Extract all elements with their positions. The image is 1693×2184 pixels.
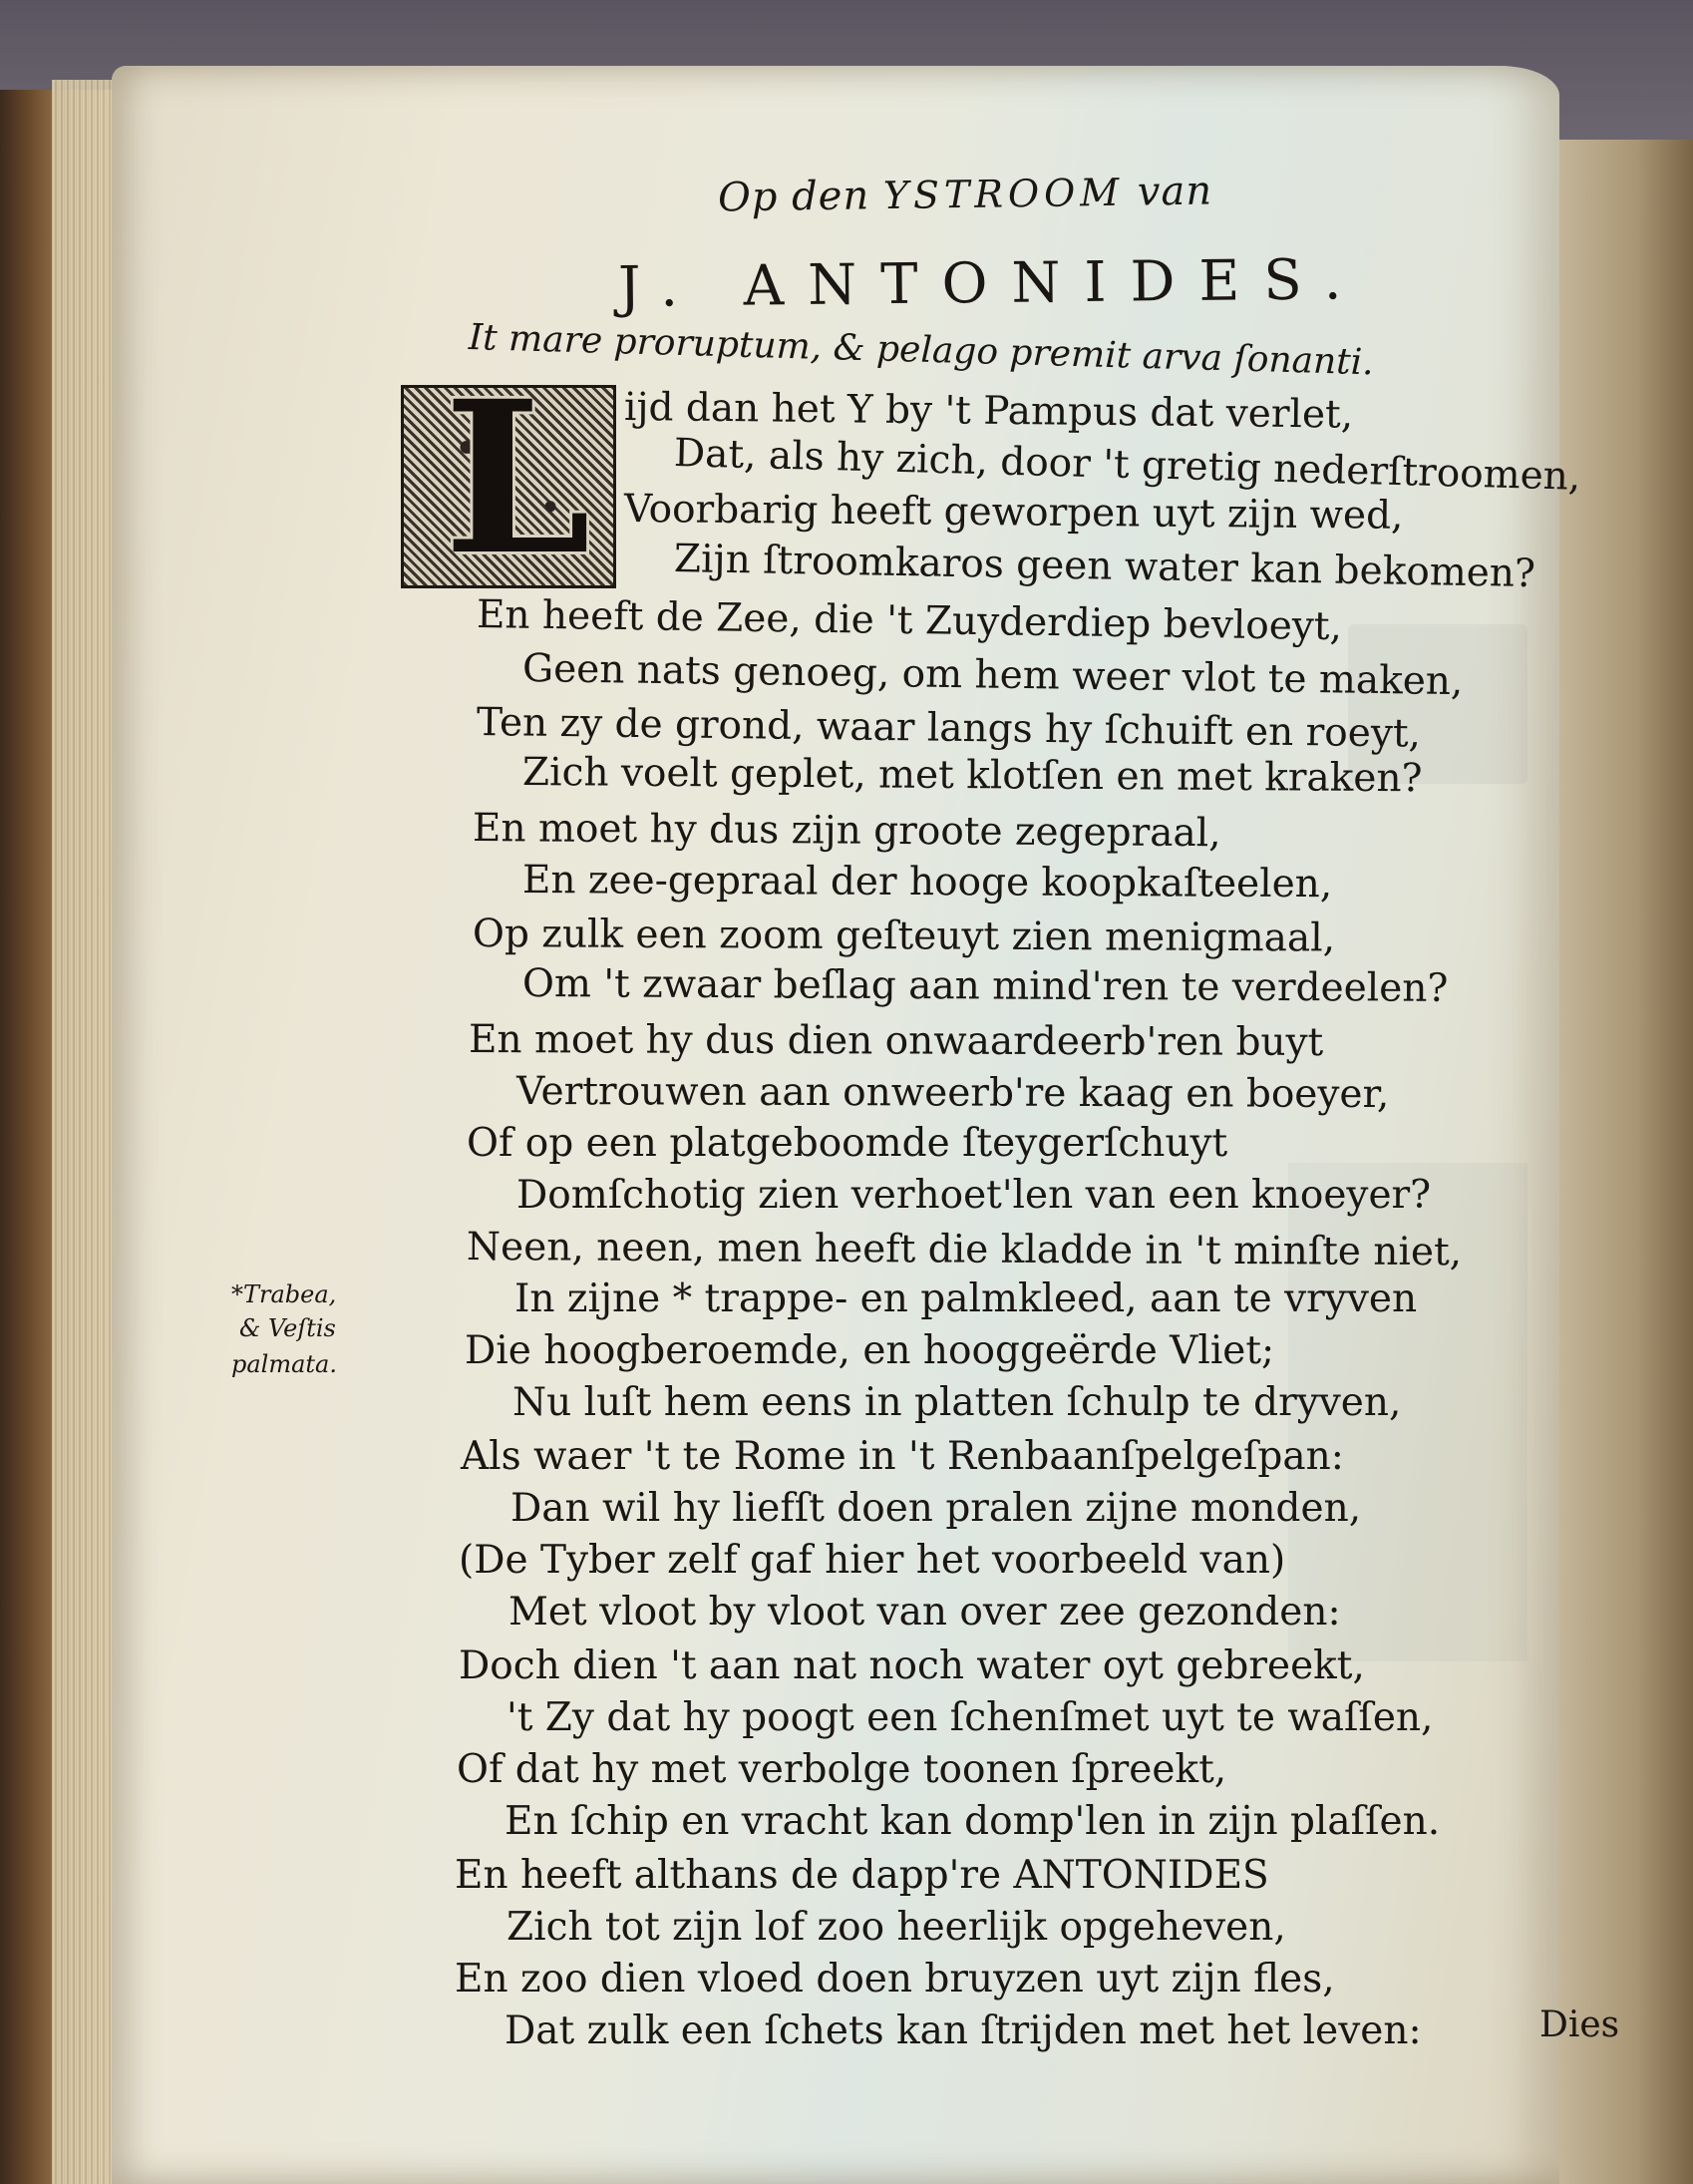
facing-page-edge [1553,140,1693,2184]
decorated-initial [401,385,616,588]
poem-line: En ſchip en vracht kan domp'len in zijn plaſſen. [505,1799,1441,1844]
poem-line: Zich tot zijn lof zoo heerlijk opgeheven, [507,1905,1286,1950]
heading-line-1 [718,169,1213,221]
poem-line: Zijn ſtroomkaros geen water kan bekomen? [673,537,1536,597]
poem-line: (De Tyber zelf gaf hier het voorbeeld van) [459,1538,1286,1583]
decorated-initial-letter: L [444,385,591,588]
heading-suffix: van [1137,168,1213,215]
poem-line: In zijne * trappe- en palmkleed, aan te vryven [514,1276,1418,1321]
poem-line: Op zulk een zoom geſteuyt zien menigmaal, [472,911,1336,961]
poem-line: Om 't zwaar beſlag aan mind'ren te verdeelen? [521,961,1449,1011]
poem-line: Doch dien 't aan nat noch water oyt gebreekt, [459,1643,1365,1688]
poem-line: ijd dan het Y by 't Pampus dat verlet, [623,385,1354,438]
poem-line: En heeft de Zee, die 't Zuyderdiep bevloeyt, [476,592,1343,650]
heading-prefix: Op den [717,173,870,221]
poem-line: Dat, als hy zich, door 't gretig nederſtroomen, [673,431,1581,500]
heading-caps: YSTROOM [882,170,1125,218]
margin-note-line: palmata. [231,1350,337,1378]
poem-line: Dat zulk een ſchets kan ſtrijden met het leven: [505,2008,1422,2053]
catchword: Dies [1539,2004,1620,2045]
poem-line: Dan wil hy liefſt doen pralen zijne monden, [510,1486,1362,1531]
heading-author: J. ANTONIDES. [617,247,1366,320]
margin-note-line: *Trabea, [231,1280,337,1308]
poem-line: Geen nats genoeg, om hem weer vlot te maken, [521,646,1464,705]
poem-line: Domſchotig zien verhoet'len van een knoeyer? [516,1173,1432,1218]
poem-line: Voorbarig heeft geworpen uyt zijn wed, [623,487,1404,539]
latin-motto: It mare proruptum, & pelago premit arva ſonanti. [468,317,1375,384]
poem-line: Of dat hy met verbolge toonen ſpreekt, [457,1747,1227,1792]
poem-line: Met vloot by vloot van over zee gezonden: [508,1590,1341,1635]
poem-line: En moet hy dus dien onwaardeerb'ren buyt [468,1017,1324,1065]
margin-note-line: & Veſtis [239,1314,336,1342]
poem-line: Zich voelt geplet, met klotſen en met kraken? [521,750,1423,802]
poem-line: Als waer 't te Rome in 't Renbaanſpelgeſpan: [461,1434,1344,1479]
poem-line: En zee-gepraal der hooge koopkaſteelen, [521,858,1333,908]
poem-line: Vertrouwen aan onweerb're kaag en boeyer, [515,1069,1390,1118]
poem-line: Of op een platgeboomde ſteygerſchuyt [467,1121,1228,1166]
poem-line: En heeft althans de dapp're ANTONIDES [455,1853,1269,1898]
poem-line: En moet hy dus zijn groote zegepraal, [472,806,1221,857]
poem-line: 't Zy dat hy poogt een ſchenſmet uyt te waſſen, [507,1695,1434,1740]
poem-line: Ten zy de grond, waar langs hy ſchuift en roeyt, [476,700,1422,757]
poem-line: Neen, neen, men heeft die kladde in 't minſte niet, [466,1225,1463,1275]
poem-line: Die hoogberoemde, en hooggeërde Vliet; [465,1328,1275,1373]
poem-line: Nu luſt hem eens in platten ſchulp te dryven, [512,1380,1402,1425]
poem-line: En zoo dien vloed doen bruyzen uyt zijn fles, [455,1957,1335,2002]
